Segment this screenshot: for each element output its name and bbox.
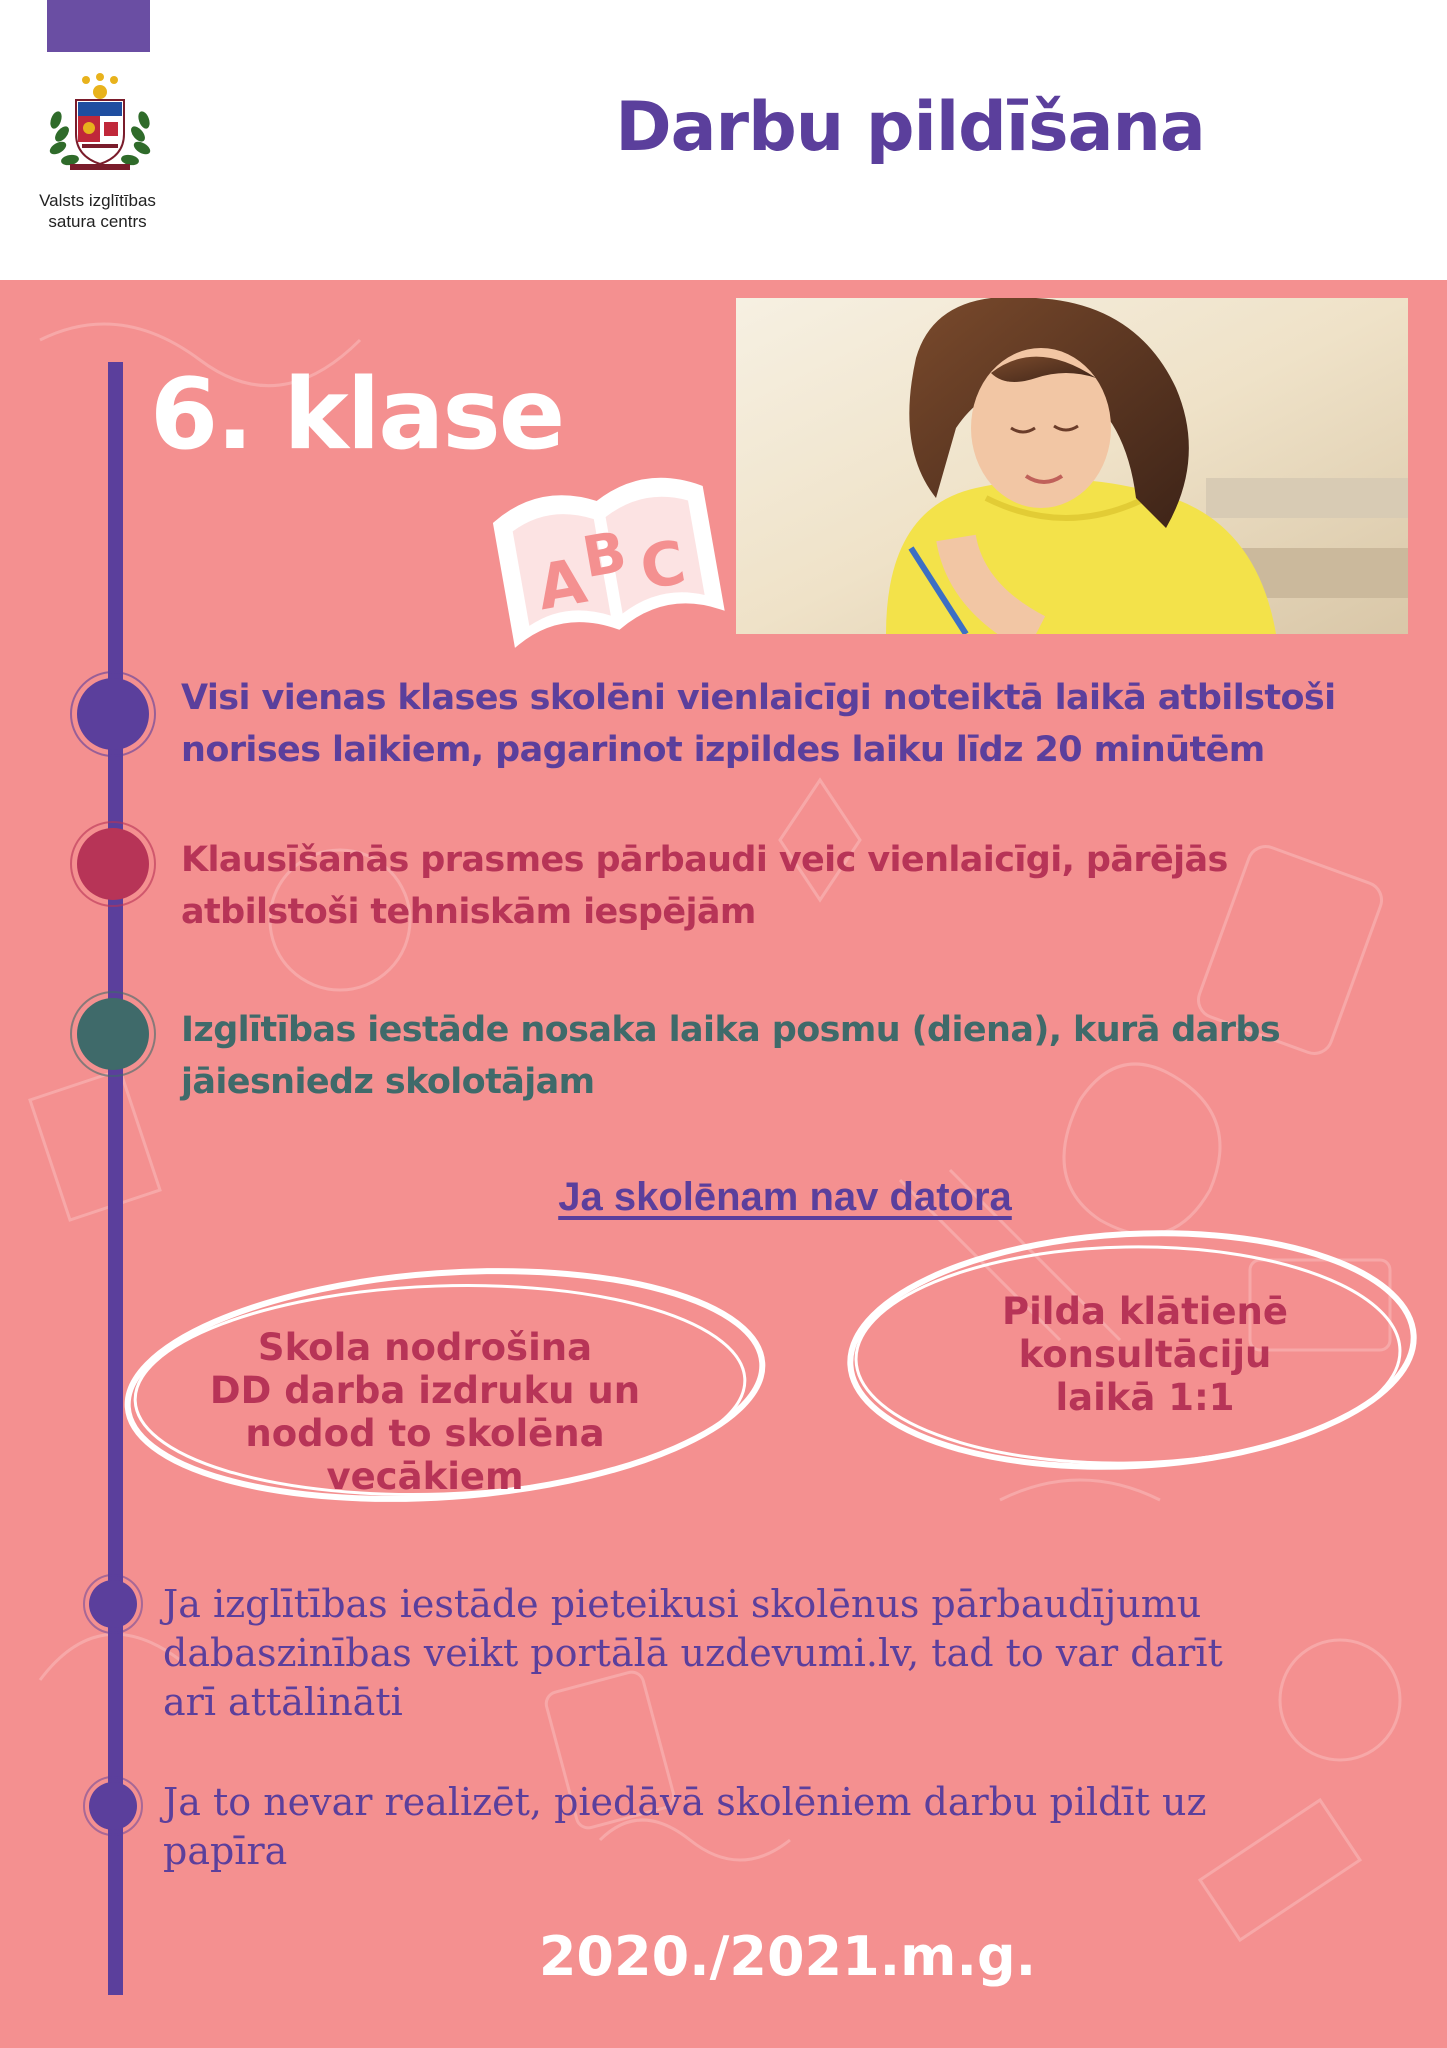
bullet-dot-crimson xyxy=(58,818,168,910)
svg-text:A: A xyxy=(531,544,592,625)
girl-writing-photo xyxy=(736,298,1408,634)
bullet-dot-small-2 xyxy=(78,1774,148,1838)
no-computer-heading: Ja skolēnam nav datora xyxy=(558,1175,1012,1219)
svg-text:B: B xyxy=(577,519,632,592)
organization-name: Valsts izglītības satura centrs xyxy=(39,191,156,231)
bullet-dot-teal xyxy=(58,988,168,1080)
svg-text:C: C xyxy=(635,527,691,605)
bullet-dot-small-1 xyxy=(78,1572,148,1636)
grade-heading: 6. klase xyxy=(150,358,564,472)
bullet-text-2: Klausīšanās prasmes pārbaudi veic vienlaicīgi, pārējās atbilstoši tehniskām iespējām xyxy=(181,840,1228,932)
school-year: 2020./2021.m.g. xyxy=(538,1925,1037,1988)
latvia-coat-of-arms-icon xyxy=(40,72,160,177)
abc-book-icon xyxy=(490,465,730,665)
bullet-text-1: Visi vienas klases skolēni vienlaicīgi noteiktā laikā atbilstoši norises laikiem, pagarinot izpildes laiku līdz 20 minūtēm xyxy=(181,678,1336,770)
oval-right-text: Pilda klātienē konsultāciju laikā 1:1 xyxy=(1002,1290,1288,1419)
oval-left-text: Skola nodrošina DD darba izdruku un nodod to skolēna vecākiem xyxy=(209,1326,641,1498)
bullet-text-3: Izglītības iestāde nosaka laika posmu (diena), kurā darbs jāiesniedz skolotājam xyxy=(181,1010,1281,1102)
note-text-2: Ja to nevar realizēt, piedāvā skolēniem darbu pildīt uz papīra xyxy=(163,1780,1207,1873)
top-tab-decoration xyxy=(47,0,150,52)
page-title: Darbu pildīšana xyxy=(615,88,1205,167)
bullet-dot-purple xyxy=(58,668,168,760)
note-text-1: Ja izglītības iestāde pieteikusi skolēnus pārbaudījumu dabaszinības veikt portālā uzdevumi.lv, tad to var darīt arī attālināti xyxy=(163,1582,1223,1724)
